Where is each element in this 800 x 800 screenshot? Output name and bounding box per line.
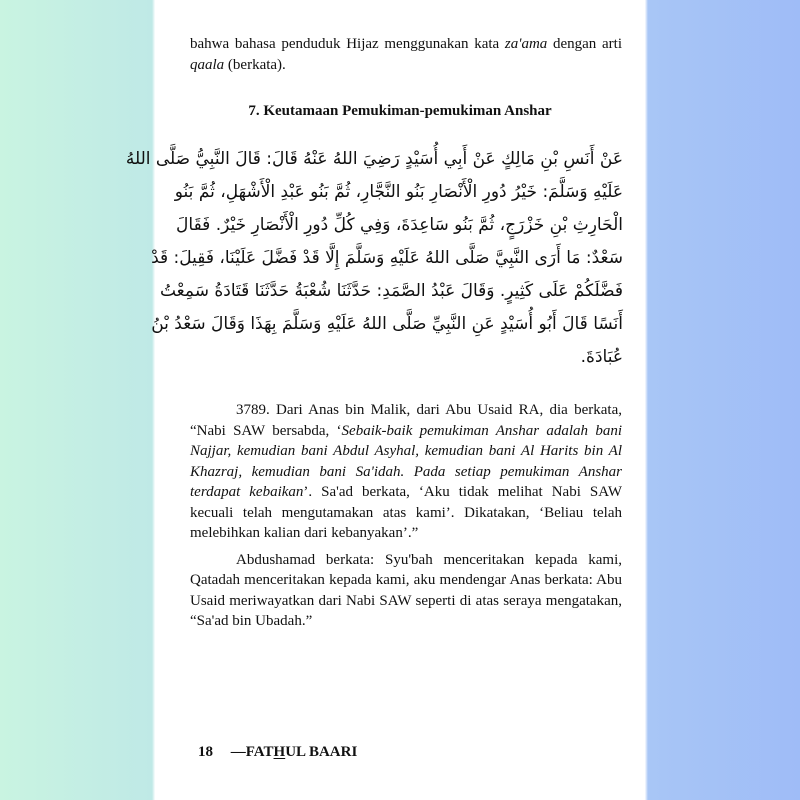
translation xyxy=(190,400,622,632)
translation-text: 3789. Dari Anas bin Malik, dari Abu Usaid RA, dia berkata, “Nabi SAW bersabda, ‘ xyxy=(190,402,622,439)
intro-text: dengan arti xyxy=(547,36,622,52)
arabic-hadith xyxy=(125,143,623,374)
arabic-line: عَنْ أَنَسِ بْنِ مَالِكٍ عَنْ أَبِي أُسَيْدٍ رَضِيَ اللهُ عَنْهُ قَالَ: قَالَ النَّبِيُّ صَلَّى اللهُ xyxy=(125,149,623,169)
translation-paragraph-1 xyxy=(190,400,622,544)
intro-term-zaama: za'ama xyxy=(504,36,548,52)
arabic-line: عُبَادَةَ. xyxy=(580,347,623,367)
section-heading: 7. Keutamaan Pemukiman-pemukiman Anshar xyxy=(248,103,552,119)
arabic-line: عَلَيْهِ وَسَلَّمَ: خَيْرُ دُورِ الْأَنْصَارِ بَنُو النَّجَّارِ، ثُمَّ بَنُو عَبْدِ الْأَشْهَلِ، ثُمَّ بَنُو xyxy=(174,182,623,202)
book-title: FATHUL BAARI xyxy=(245,744,358,760)
translation-hadith-quote: Sebaik-baik pemukiman Anshar adalah bani Najjar, kemudian bani Abdul Asyhal, kemudian bani Al Harits bin Al Khazraj, kemudian bani Sa'idah. Pada setiap pemukiman Anshar terdapat kebaikan xyxy=(190,422,622,500)
page-number: 18 xyxy=(198,744,213,760)
intro-term-qaala: qaala xyxy=(190,56,225,73)
book-page xyxy=(125,0,645,800)
arabic-line: سَعْدٌ: مَا أَرَى النَّبِيَّ صَلَّى اللهُ عَلَيْهِ وَسَلَّمَ إِلَّا قَدْ فَضَّلَ عَلَيْنَا، فَقِيلَ: قَدْ xyxy=(151,248,623,268)
page-footer xyxy=(198,744,357,761)
intro-paragraph xyxy=(190,34,622,75)
arabic-line: الْحَارِثِ بْنِ خَزْرَجٍ، ثُمَّ بَنُو سَاعِدَةَ، وَفِي كُلِّ دُورِ الْأَنْصَارِ خَيْرٌ. فَقَالَ xyxy=(176,215,623,235)
arabic-line: فَضَّلَكُمْ عَلَى كَثِيرٍ. وَقَالَ عَبْدُ الصَّمَدِ: حَدَّثَنَا شُعْبَةُ حَدَّثَنَا قَتَادَةُ سَمِعْتُ xyxy=(159,281,623,301)
footer-separator: — xyxy=(230,744,246,760)
intro-text: bahwa bahasa penduduk Hijaz menggunakan kata xyxy=(190,36,505,52)
arabic-line: أَنَسًا قَالَ أَبُو أُسَيْدٍ عَنِ النَّبِيِّ صَلَّى اللهُ عَلَيْهِ وَسَلَّمَ بِهَذَا وَقَالَ سَعْدُ بْنُ xyxy=(151,314,623,334)
translation-text: ’. Sa'ad berkata, ‘Aku tidak melihat Nabi SAW kecuali telah mengutamakan atas kami’. Dikatakan, ‘Beliau telah melebihkan kalian dari kebanyakan’.” xyxy=(190,484,622,541)
translation-paragraph-2: Abdushamad berkata: Syu'bah menceritakan kepada kami, Qatadah menceritakan kepada kami, aku mendengar Anas berkata: Abu Usaid meriwayatkan dari Nabi SAW seperti di atas seraya mengatakan, “Sa'ad bin Ubadah.” xyxy=(190,551,622,629)
intro-text: (berkata). xyxy=(224,56,286,73)
